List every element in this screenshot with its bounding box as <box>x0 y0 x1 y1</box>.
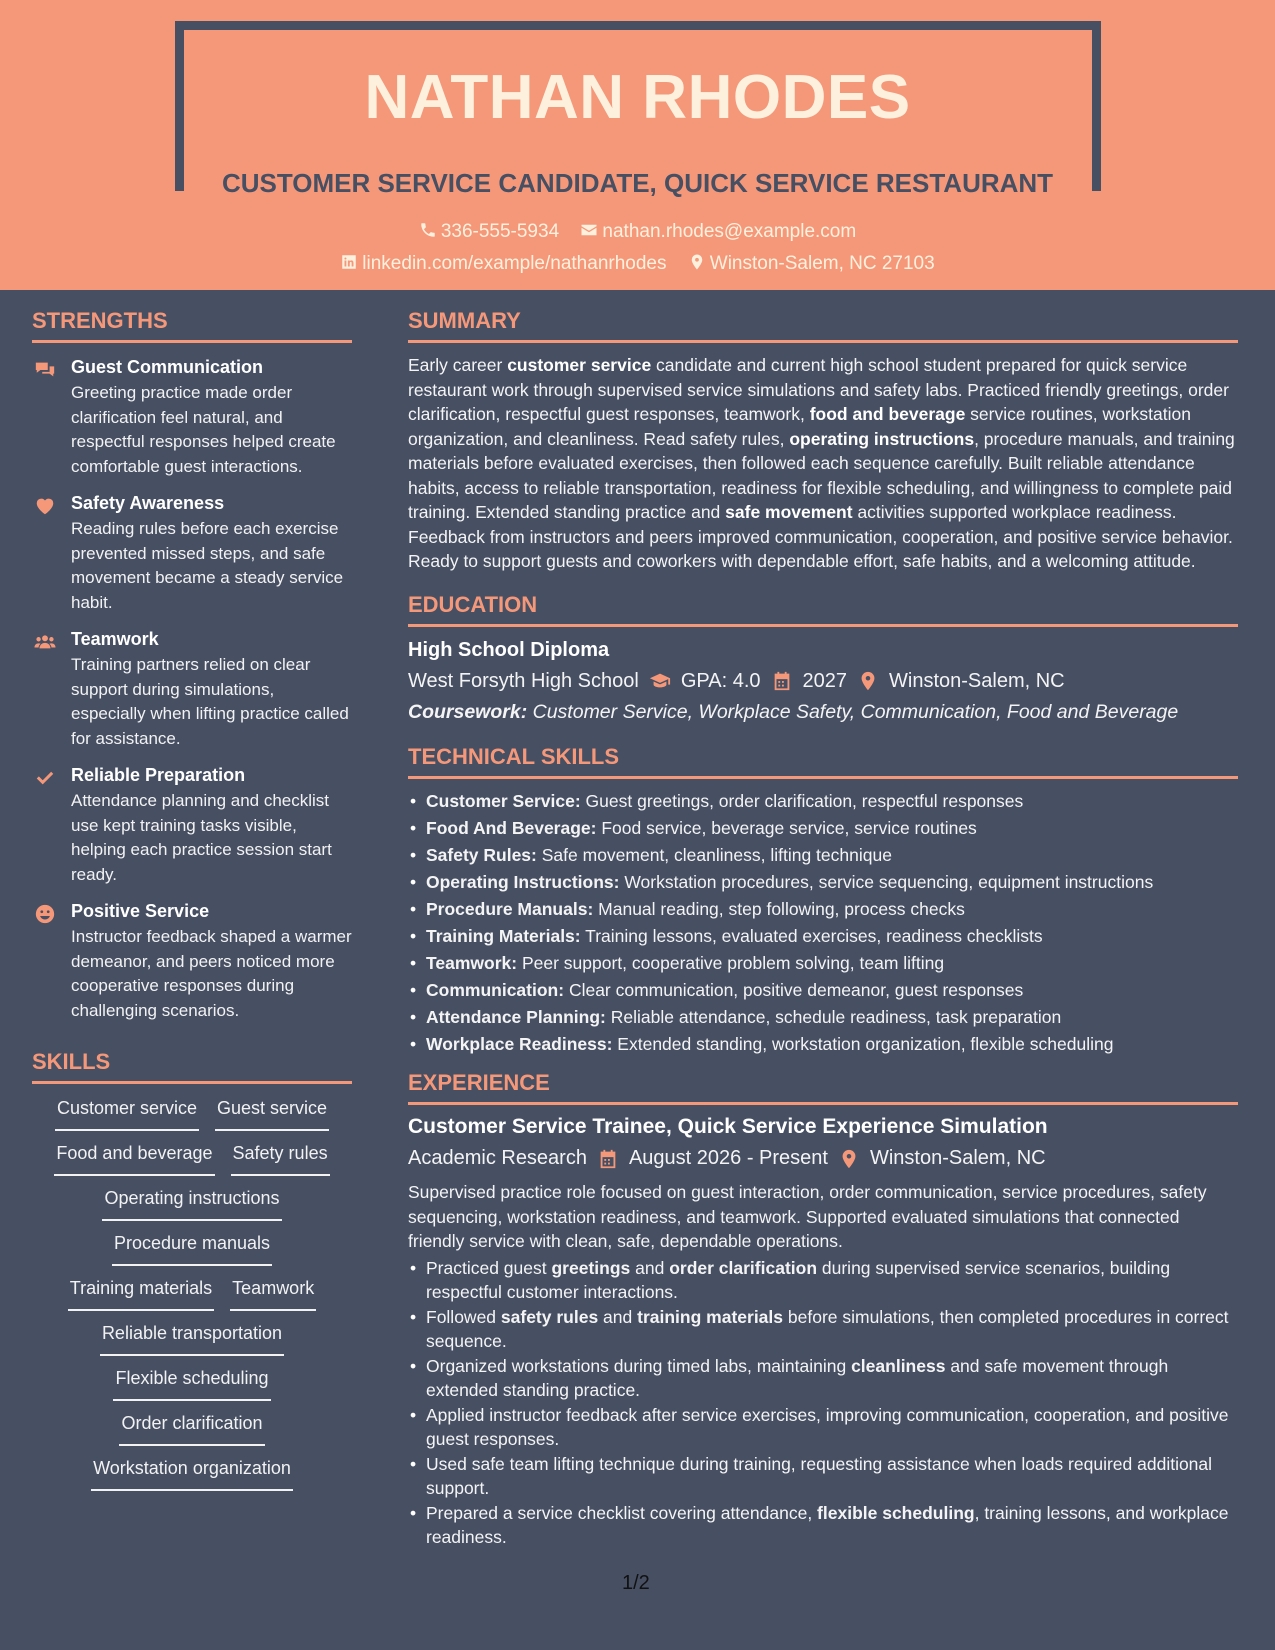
list-item <box>408 1256 1238 1305</box>
candidate-title-text: CUSTOMER SERVICE CANDIDATE, QUICK SERVICE RESTAURANT <box>212 168 1063 198</box>
linkedin-text: linkedin.com/example/nathanrhodes <box>362 253 667 274</box>
list-item <box>408 870 1238 895</box>
skills-list <box>32 1098 352 1491</box>
skill-row <box>32 1278 352 1311</box>
skill-label: Training Materials: <box>426 925 581 946</box>
skill-text: Food service, beverage service, service routines <box>601 817 977 838</box>
skill-tag: Reliable transportation <box>100 1323 284 1356</box>
phone-text: 336-555-5934 <box>440 221 560 242</box>
email-contact[interactable] <box>580 221 856 243</box>
strength-item <box>32 357 352 479</box>
text-run: , procedure manuals, and training materials before evaluated exercises, then followed each sequence carefully. Built reliable attendance habits, access to reliable transportation, readiness for flexible scheduling, and willingness to complete paid training. Extended standing practice and <box>408 428 1235 522</box>
school-name: West Forsyth High School <box>408 669 639 692</box>
list-item <box>408 897 1238 922</box>
candidate-title <box>0 168 1275 199</box>
strength-desc: Reading rules before each exercise prevented missed steps, and safe movement became a steady service habit. <box>71 519 344 612</box>
phone-contact[interactable] <box>419 221 559 243</box>
skill-text: Workstation procedures, service sequencing, equipment instructions <box>624 871 1154 892</box>
degree: High School Diploma <box>408 638 610 661</box>
linkedin-icon <box>340 253 358 271</box>
location-text: Winston-Salem, NC 27103 <box>709 253 935 274</box>
skill-label: Workplace Readiness: <box>426 1033 613 1054</box>
experience-heading: EXPERIENCE <box>408 1070 1238 1105</box>
text-run: Practiced guest <box>426 1257 552 1278</box>
skill-tag: Customer service <box>55 1098 199 1131</box>
smile-icon <box>34 903 56 925</box>
strength-desc: Training partners relied on clear support during simulations, especially when lifting practice called for assistance. <box>71 655 349 748</box>
strength-title: Teamwork <box>71 629 159 649</box>
text-run: Organized workstations during timed labs, maintaining <box>426 1355 852 1376</box>
coursework <box>408 701 1238 724</box>
skill-text: Peer support, cooperative problem solving, team lifting <box>521 952 945 973</box>
strength-title: Positive Service <box>71 901 210 921</box>
list-item <box>408 924 1238 949</box>
text-run: service routines, workstation organization, and cleanliness. Read safety rules, <box>408 404 1191 449</box>
bold-text: cleanliness <box>851 1355 946 1376</box>
text-run: before simulations, then completed procedures in correct sequence. <box>426 1306 1229 1351</box>
linkedin-contact[interactable] <box>340 253 666 275</box>
candidate-name: NATHAN RHODES <box>364 63 911 132</box>
skill-label: Customer Service: <box>426 790 581 811</box>
strengths-heading: STRENGTHS <box>32 308 352 343</box>
strength-desc: Greeting practice made order clarification feel natural, and respectful responses helped create comfortable guest interactions. <box>71 383 336 476</box>
job-title: Customer Service Trainee, Quick Service Experience Simulation <box>408 1115 1048 1138</box>
technical-skills-heading: TECHNICAL SKILLS <box>408 744 1238 779</box>
map-marker-icon <box>688 253 706 271</box>
text-run: and safe movement through extended standing practice. <box>426 1355 1169 1400</box>
skill-tag: Procedure manuals <box>112 1233 272 1266</box>
education-details <box>408 670 1238 693</box>
gpa: GPA: 4.0 <box>680 669 761 692</box>
email-text: nathan.rhodes@example.com <box>602 221 857 242</box>
skill-label: Operating Instructions: <box>426 871 620 892</box>
summary-text <box>408 353 1238 574</box>
skill-tag: Safety rules <box>231 1143 330 1176</box>
skill-label: Safety Rules: <box>426 844 537 865</box>
list-item <box>408 843 1238 868</box>
strength-item <box>32 765 352 887</box>
skill-text: Guest greetings, order clarification, respectful responses <box>585 790 1024 811</box>
text-run: , training lessons, and workplace readiness. <box>426 1502 1229 1547</box>
strength-title: Guest Communication <box>71 357 264 377</box>
location-contact <box>688 253 935 275</box>
left-column <box>32 290 352 1491</box>
header <box>0 0 1275 290</box>
list-item <box>408 1005 1238 1030</box>
list-item <box>408 978 1238 1003</box>
text-run: Applied instructor feedback after service exercises, improving communication, cooperation, and positive guest responses. <box>426 1404 1229 1449</box>
skill-tag: Guest service <box>215 1098 329 1131</box>
strength-title: Safety Awareness <box>71 493 225 513</box>
strength-item <box>32 493 352 615</box>
job-bullets <box>408 1256 1238 1550</box>
skill-row <box>32 1143 352 1176</box>
skill-tag: Order clarification <box>119 1413 264 1446</box>
job-location: Winston-Salem, NC <box>869 1147 1046 1169</box>
bold-text: flexible scheduling <box>817 1502 975 1523</box>
bold-text: order clarification <box>669 1257 818 1278</box>
bold-text: greetings <box>551 1257 631 1278</box>
list-item <box>408 816 1238 841</box>
job-dates: August 2026 - Present <box>628 1147 828 1169</box>
list-item <box>408 1032 1238 1057</box>
strength-item <box>32 901 352 1023</box>
list-item <box>408 1501 1238 1550</box>
education-heading: EDUCATION <box>408 592 1238 627</box>
skill-row <box>32 1098 352 1131</box>
bold-text: operating instructions <box>789 428 975 449</box>
job-description: Supervised practice role focused on guest interaction, order communication, service procedures, safety sequencing, workstation readiness, and teamwork. Supported evaluated simulations that connected friendly service with clean, safe, dependable operations. <box>408 1182 1207 1251</box>
skill-text: Clear communication, positive demeanor, guest responses <box>568 979 1024 1000</box>
skill-text: Training lessons, evaluated exercises, readiness checklists <box>585 925 1043 946</box>
job-org: Academic Research <box>408 1147 587 1169</box>
skill-tag: Teamwork <box>230 1278 316 1311</box>
skill-label: Procedure Manuals: <box>426 898 594 919</box>
skill-text: Reliable attendance, schedule readiness, task preparation <box>610 1006 1062 1027</box>
skill-tag: Workstation organization <box>91 1458 293 1491</box>
text-run: Followed <box>426 1306 501 1327</box>
phone-icon <box>419 221 437 239</box>
skill-tag: Flexible scheduling <box>113 1368 270 1401</box>
envelope-icon <box>580 221 598 239</box>
bold-text: safe movement <box>725 502 853 522</box>
skill-label: Attendance Planning: <box>426 1006 606 1027</box>
check-icon <box>34 767 56 789</box>
heart-icon <box>34 495 56 517</box>
calendar-icon <box>771 670 793 692</box>
text-run: and <box>598 1306 638 1327</box>
skill-row <box>32 1188 352 1221</box>
skill-label: Teamwork: <box>426 952 518 973</box>
skill-tag: Operating instructions <box>102 1188 281 1221</box>
coursework-list: Customer Service, Workplace Safety, Communication, Food and Beverage <box>532 700 1179 723</box>
list-item <box>408 789 1238 814</box>
list-item <box>408 1305 1238 1354</box>
graduation-cap-icon <box>649 670 671 692</box>
strength-item <box>32 629 352 751</box>
strength-desc: Attendance planning and checklist use kept training tasks visible, helping each practice session start ready. <box>71 791 332 884</box>
bold-text: training materials <box>637 1306 784 1327</box>
text-run: Prepared a service checklist covering attendance, <box>426 1502 818 1523</box>
comments-icon <box>34 359 56 381</box>
coursework-label: Coursework: <box>408 700 528 723</box>
strength-title: Reliable Preparation <box>71 765 246 785</box>
map-marker-icon <box>857 670 879 692</box>
school-location: Winston-Salem, NC <box>889 669 1065 692</box>
skill-label: Food And Beverage: <box>426 817 597 838</box>
text-run: during supervised service scenarios, building respectful customer interactions. <box>426 1257 1171 1302</box>
skill-text: Extended standing, workstation organization, flexible scheduling <box>617 1033 1114 1054</box>
list-item <box>408 1403 1238 1452</box>
list-item <box>408 1452 1238 1501</box>
users-icon <box>34 631 56 653</box>
text-run: Early career <box>408 355 508 375</box>
contact-row-2 <box>0 253 1275 275</box>
bold-text: food and beverage <box>809 404 966 424</box>
technical-skills-list <box>408 789 1238 1057</box>
calendar-icon <box>597 1148 619 1170</box>
skill-tag: Training materials <box>68 1278 214 1311</box>
strength-desc: Instructor feedback shaped a warmer demeanor, and peers noticed more cooperative responses during challenging scenarios. <box>71 927 352 1020</box>
skill-row <box>32 1233 352 1266</box>
text-run: Used safe team lifting technique during training, requesting assistance when loads required additional support. <box>426 1453 1213 1498</box>
skill-row <box>32 1323 352 1356</box>
bold-text: customer service <box>507 355 652 375</box>
skill-tag: Food and beverage <box>54 1143 214 1176</box>
skill-label: Communication: <box>426 979 565 1000</box>
right-column <box>408 290 1238 1550</box>
skill-text: Manual reading, step following, process checks <box>598 898 965 919</box>
skill-row <box>32 1413 352 1446</box>
text-run: candidate and current high school student prepared for quick service restaurant work through supervised service simulations and safety labs. Practiced friendly greetings, order clarification, respectful guest responses, teamwork, <box>408 355 1229 424</box>
skill-row <box>32 1368 352 1401</box>
skill-text: Safe movement, cleanliness, lifting technique <box>541 844 892 865</box>
bold-text: safety rules <box>500 1306 599 1327</box>
summary-heading: SUMMARY <box>408 308 1238 343</box>
list-item <box>408 1354 1238 1403</box>
text-run: activities supported workplace readiness. Feedback from instructors and peers improved communication, cooperation, and positive service behavior. Ready to support guests and coworkers with dependable effort, safe habits, and a welcoming attitude. <box>408 502 1233 571</box>
list-item <box>408 951 1238 976</box>
graduation-year: 2027 <box>802 669 848 692</box>
skill-row <box>32 1458 352 1491</box>
skills-heading: SKILLS <box>32 1049 352 1084</box>
map-marker-icon <box>838 1148 860 1170</box>
job-details <box>408 1147 1238 1170</box>
page-number: 1/2 <box>622 1572 650 1594</box>
contact-row-1 <box>0 221 1275 243</box>
text-run: and <box>630 1257 670 1278</box>
